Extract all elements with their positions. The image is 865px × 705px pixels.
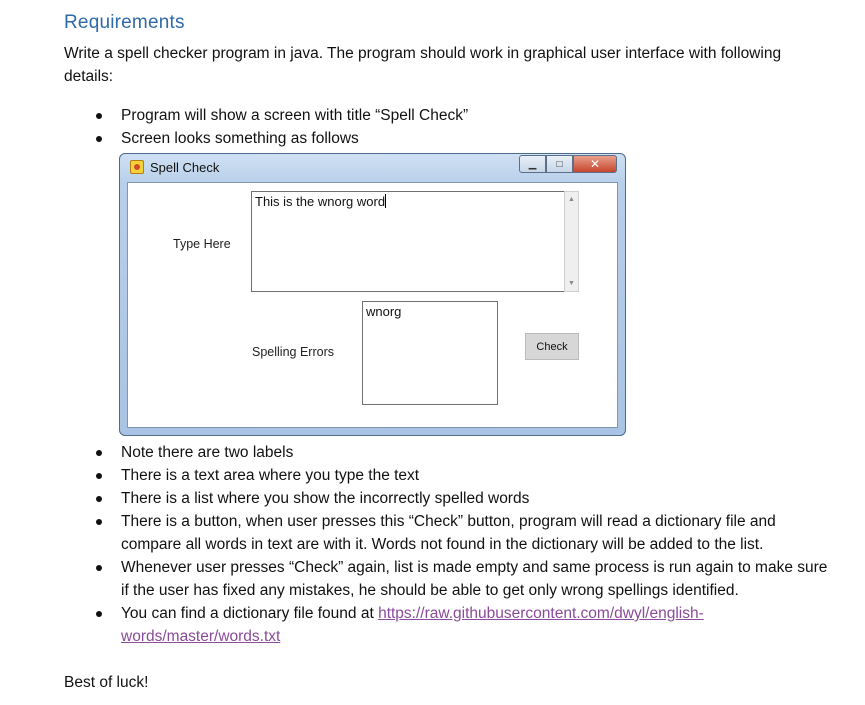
bullet-list-top — [94, 104, 834, 150]
scroll-down-icon[interactable]: ▼ — [568, 280, 575, 287]
maximize-icon: □ — [556, 158, 563, 170]
close-button[interactable] — [573, 155, 617, 173]
dictionary-text: You can find a dictionary file found at — [121, 605, 379, 622]
dictionary-link[interactable]: https://raw.githubusercontent.com/dwyl/english-words/master/words.txt — [121, 605, 704, 645]
window-content — [127, 182, 618, 428]
text-caret — [385, 194, 386, 208]
type-here-label: Type Here — [173, 237, 231, 251]
java-app-icon — [130, 160, 144, 174]
spell-check-window — [119, 153, 626, 436]
text-area-scrollbar[interactable] — [564, 191, 579, 292]
intro-paragraph: Write a spell checker program in java. The program should work in graphical user interface with following details: — [64, 45, 782, 85]
bullet-item: There is a list where you show the incorrectly spelled words — [94, 487, 834, 510]
bullet-item: Note there are two labels — [94, 441, 834, 464]
list-item[interactable]: wnorg — [366, 304, 402, 319]
bullet-item: Whenever user presses “Check” again, list is made empty and same process is run again to make sure if the user has fixed any mistakes, he should be able to get only wrong spellings identified. — [94, 556, 834, 602]
scroll-up-icon[interactable]: ▲ — [568, 196, 575, 203]
section-heading: Requirements — [64, 12, 185, 33]
bullet-item: There is a button, when user presses this “Check” button, program will read a dictionary file and compare all words in text are with it. Words not found in the dictionary will be added to the list. — [94, 510, 834, 556]
close-icon: ✕ — [589, 157, 601, 171]
window-titlebar[interactable] — [120, 154, 625, 182]
bullet-item-dictionary — [94, 602, 834, 648]
minimize-button[interactable] — [519, 155, 546, 173]
bullet-list-bottom — [94, 441, 834, 648]
bullet-item: Program will show a screen with title “Spell Check” — [94, 104, 834, 127]
closing-text: Best of luck! — [64, 674, 149, 691]
spelling-errors-label: Spelling Errors — [252, 345, 334, 359]
text-input-area[interactable] — [251, 191, 578, 292]
window-title: Spell Check — [150, 160, 220, 175]
spelling-errors-list[interactable] — [362, 301, 498, 405]
check-button[interactable]: Check — [525, 333, 579, 360]
bullet-item: Screen looks something as follows — [94, 127, 834, 150]
minimize-icon: ▁ — [528, 158, 537, 170]
bullet-item: There is a text area where you type the text — [94, 464, 834, 487]
maximize-button[interactable] — [546, 155, 573, 173]
window-controls — [519, 155, 617, 173]
text-area-value: This is the wnorg word — [255, 194, 386, 209]
